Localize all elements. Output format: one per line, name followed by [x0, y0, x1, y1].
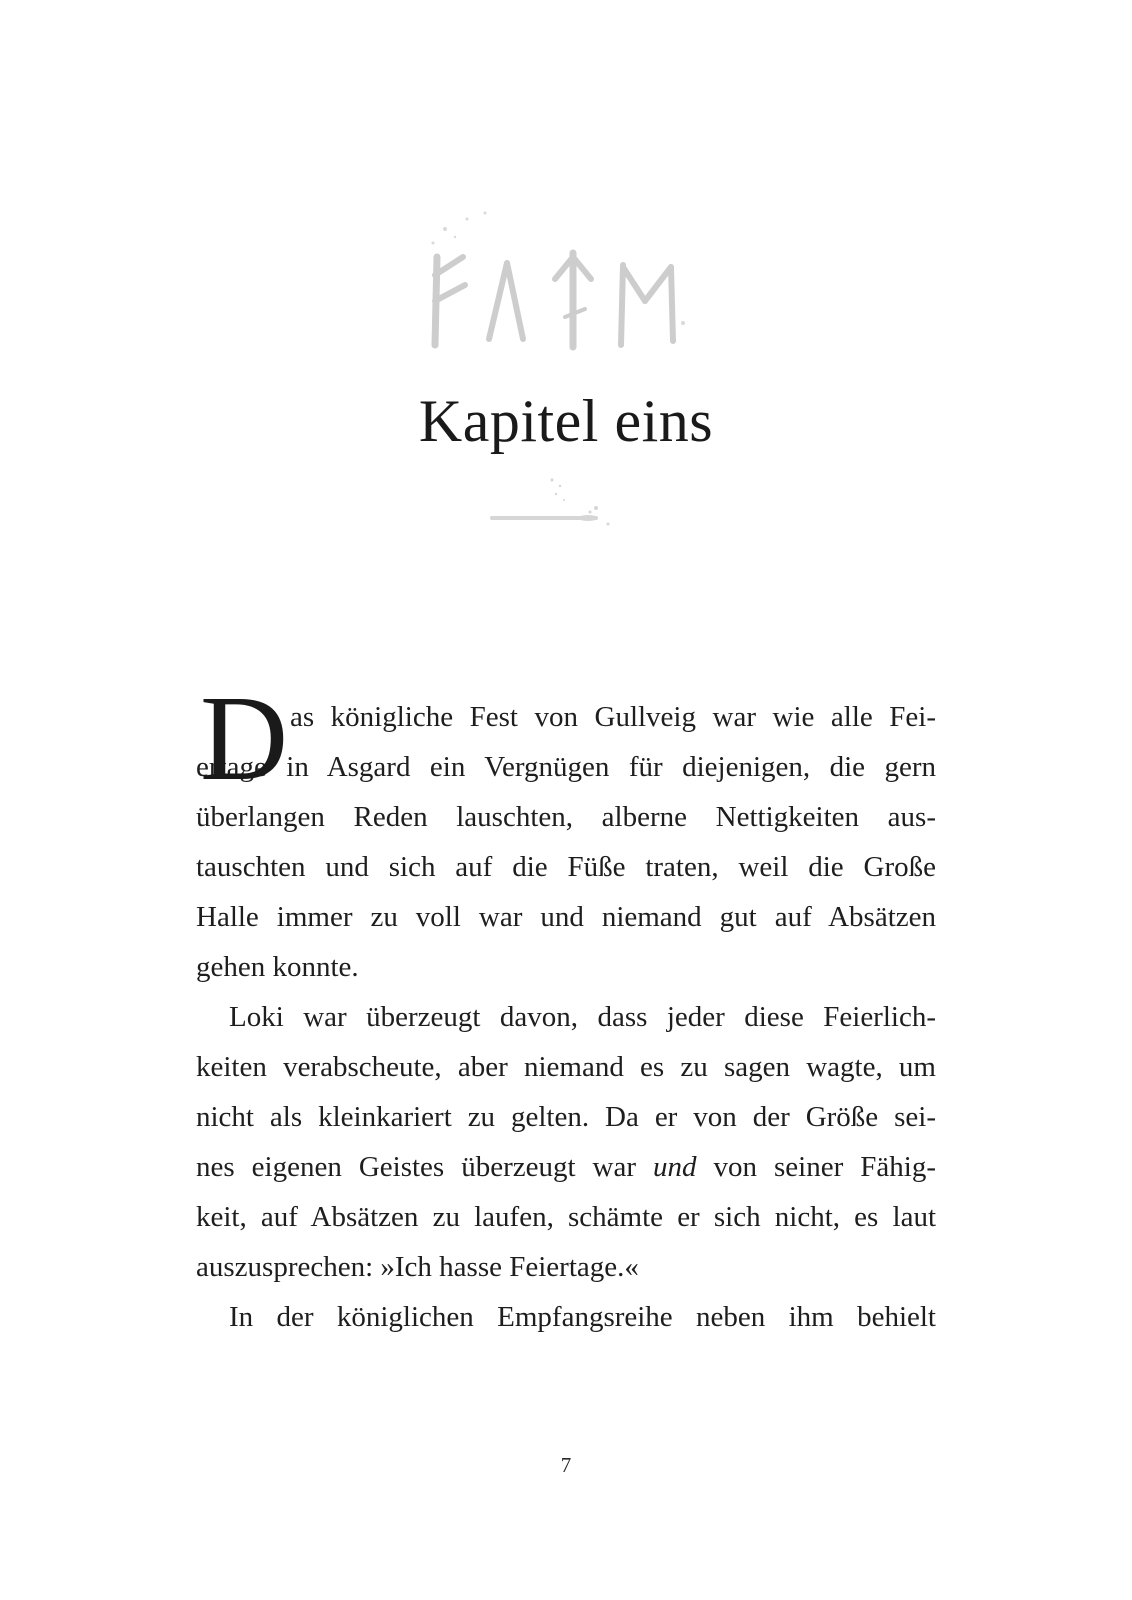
text-line: nicht als kleinkariert zu gelten. Da er von der Größe sei-: [196, 1101, 936, 1133]
rune-ornament-icon: [415, 205, 715, 355]
text-segment: von seiner Fähig-: [696, 1151, 936, 1183]
text-line: tauschten und sich auf die Füße traten, weil die Große: [196, 851, 936, 883]
chapter-body: [196, 648, 936, 1342]
text-line-with-emphasis: [196, 1142, 936, 1192]
text-line: auszusprechen: »Ich hasse Feiertage.«: [196, 1251, 639, 1283]
text-line: In der königlichen Empfangsreihe neben ihm behielt: [229, 1301, 936, 1333]
text-line: keit, auf Absätzen zu laufen, schämte er sich nicht, es laut: [196, 1201, 936, 1233]
page-number: 7: [560, 1453, 572, 1477]
text-line: Halle immer zu voll war und niemand gut auf Absätzen: [196, 901, 936, 933]
text-line: überlangen Reden lauschten, alberne Nettigkeiten aus-: [196, 801, 936, 833]
flourish-ornament-icon: [470, 472, 630, 542]
text-line: gehen konnte.: [196, 951, 359, 983]
text-segment: nes eigenen Geistes überzeugt war: [196, 1151, 654, 1183]
text-line: keiten verabscheute, aber niemand es zu sagen wagte, um: [196, 1051, 936, 1083]
text-line: as königliche Fest von Gullveig war wie alle Fei-: [290, 701, 936, 733]
paragraph-2: [196, 992, 936, 1292]
drop-cap: D: [200, 671, 289, 806]
text-line: Loki war überzeugt davon, dass jeder diese Feierlich-: [229, 1001, 936, 1033]
chapter-title: Kapitel eins: [418, 388, 714, 454]
paragraph-3: [196, 1292, 936, 1342]
emphasis: und: [653, 1151, 697, 1183]
paragraph-1: [196, 671, 936, 992]
text-line: ertage in Asgard ein Vergnügen für diejenigen, die gern: [196, 751, 936, 783]
